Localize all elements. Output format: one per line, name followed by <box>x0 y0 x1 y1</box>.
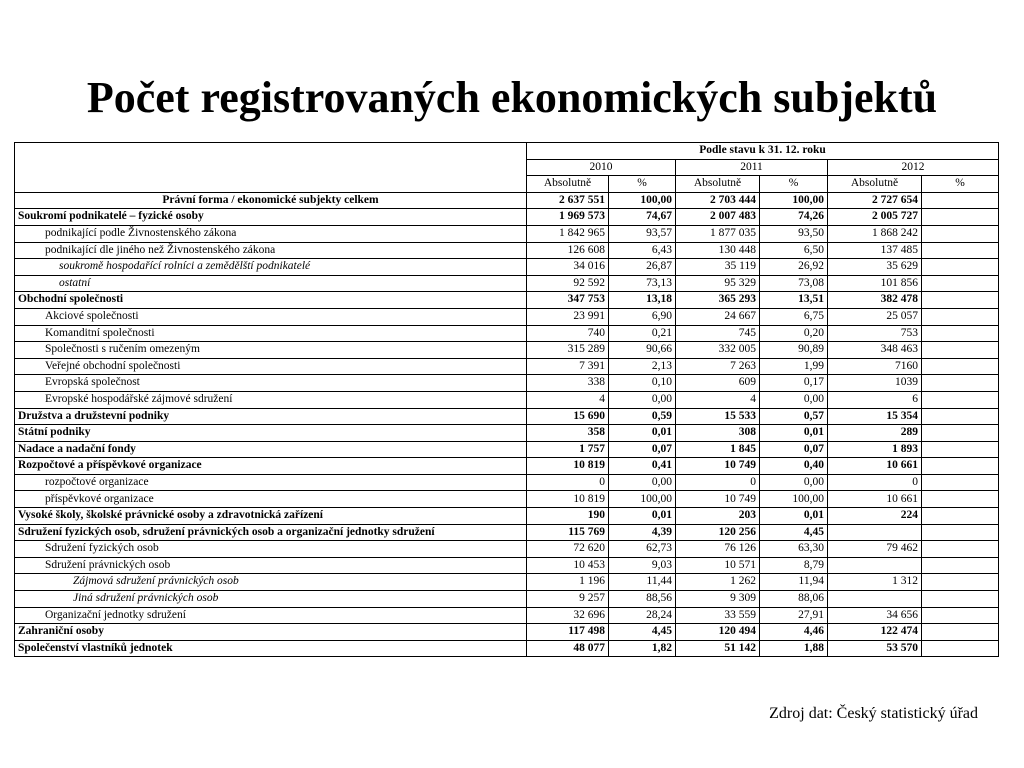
absolute-value-cell: 2 703 444 <box>676 192 760 209</box>
absolute-value-cell: 51 142 <box>676 640 760 657</box>
table-row <box>15 541 999 558</box>
absolute-value-cell: 4 <box>676 391 760 408</box>
percent-value-cell: 0,59 <box>609 408 676 425</box>
percent-value-cell <box>922 308 999 325</box>
table-row <box>15 624 999 641</box>
row-label: podnikající dle jiného než Živnostenského zákona <box>15 242 527 259</box>
absolute-value-cell: 122 474 <box>828 624 922 641</box>
absolute-value-cell: 1 196 <box>527 574 609 591</box>
table-row <box>15 325 999 342</box>
absolute-value-cell: 10 819 <box>527 491 609 508</box>
percent-value-cell: 1,82 <box>609 640 676 657</box>
percent-value-cell: 100,00 <box>760 192 828 209</box>
absolute-value-cell: 10 661 <box>828 458 922 475</box>
percent-value-cell: 2,13 <box>609 358 676 375</box>
percent-value-cell: 1,99 <box>760 358 828 375</box>
absolute-value-cell: 7 263 <box>676 358 760 375</box>
absolute-value-cell: 332 005 <box>676 342 760 359</box>
absolute-value-cell: 126 608 <box>527 242 609 259</box>
percent-value-cell: 0,20 <box>760 325 828 342</box>
percent-value-cell: 90,89 <box>760 342 828 359</box>
absolute-value-cell: 1 877 035 <box>676 225 760 242</box>
percent-value-cell: 63,30 <box>760 541 828 558</box>
percent-value-cell: 0,01 <box>760 508 828 525</box>
percent-value-cell: 0,41 <box>609 458 676 475</box>
percent-value-cell: 0,17 <box>760 375 828 392</box>
percent-value-cell <box>922 225 999 242</box>
table-row <box>15 508 999 525</box>
table-row <box>15 491 999 508</box>
absolute-value-cell: 347 753 <box>527 292 609 309</box>
percent-value-cell: 0,07 <box>609 441 676 458</box>
table-row <box>15 591 999 608</box>
percent-value-cell: 13,51 <box>760 292 828 309</box>
percent-value-cell <box>922 391 999 408</box>
absolute-value-cell: 10 749 <box>676 491 760 508</box>
absolute-value-cell: 0 <box>527 474 609 491</box>
absolute-value-cell: 203 <box>676 508 760 525</box>
absolute-value-cell: 7 391 <box>527 358 609 375</box>
table-row <box>15 524 999 541</box>
absolute-value-cell: 35 629 <box>828 259 922 276</box>
percent-value-cell: 74,67 <box>609 209 676 226</box>
percent-value-cell <box>922 358 999 375</box>
absolute-value-cell: 117 498 <box>527 624 609 641</box>
percent-value-cell: 0,00 <box>760 474 828 491</box>
row-label: Soukromí podnikatelé – fyzické osoby <box>15 209 527 226</box>
percent-value-cell: 74,26 <box>760 209 828 226</box>
absolute-value-cell <box>828 591 922 608</box>
percent-value-cell: 4,45 <box>609 624 676 641</box>
percent-value-cell <box>922 259 999 276</box>
absolute-value-cell <box>828 557 922 574</box>
percent-value-cell: 6,50 <box>760 242 828 259</box>
percent-value-cell: 93,50 <box>760 225 828 242</box>
absolute-value-cell: 76 126 <box>676 541 760 558</box>
absolute-value-cell: 308 <box>676 425 760 442</box>
row-label: Obchodní společnosti <box>15 292 527 309</box>
table-row <box>15 192 999 209</box>
header-row-period <box>15 143 999 160</box>
absolute-value-cell: 1 969 573 <box>527 209 609 226</box>
row-label: Akciové společnosti <box>15 308 527 325</box>
absolute-value-cell: 120 494 <box>676 624 760 641</box>
table-row <box>15 441 999 458</box>
percent-value-cell <box>922 524 999 541</box>
absolute-value-cell: 1 312 <box>828 574 922 591</box>
absolute-value-cell: 101 856 <box>828 275 922 292</box>
absolute-value-cell: 0 <box>828 474 922 491</box>
percent-value-cell <box>922 607 999 624</box>
absolute-value-cell: 120 256 <box>676 524 760 541</box>
percent-value-cell: 0,21 <box>609 325 676 342</box>
table-row <box>15 640 999 657</box>
percent-value-cell: 0,00 <box>760 391 828 408</box>
percent-value-cell: 27,91 <box>760 607 828 624</box>
row-label: Vysoké školy, školské právnické osoby a zdravotnická zařízení <box>15 508 527 525</box>
percent-value-cell: 73,08 <box>760 275 828 292</box>
percent-value-cell: 4,46 <box>760 624 828 641</box>
row-label: rozpočtové organizace <box>15 474 527 491</box>
absolute-value-cell: 745 <box>676 325 760 342</box>
row-label: Družstva a družstevní podniky <box>15 408 527 425</box>
row-label: Evropská společnost <box>15 375 527 392</box>
percent-value-cell <box>922 375 999 392</box>
row-label: Právní forma / ekonomické subjekty celkem <box>15 192 527 209</box>
absolute-value-cell: 338 <box>527 375 609 392</box>
row-label: Společenství vlastníků jednotek <box>15 640 527 657</box>
row-label: ostatní <box>15 275 527 292</box>
percent-value-cell <box>922 541 999 558</box>
absolute-value-cell: 2 007 483 <box>676 209 760 226</box>
percent-value-cell <box>922 591 999 608</box>
absolute-value-cell: 92 592 <box>527 275 609 292</box>
percent-value-cell <box>922 408 999 425</box>
percent-value-cell <box>922 458 999 475</box>
absolute-value-cell: 190 <box>527 508 609 525</box>
percent-value-cell: 4,45 <box>760 524 828 541</box>
absolute-value-cell: 1 842 965 <box>527 225 609 242</box>
absolute-value-cell: 382 478 <box>828 292 922 309</box>
year-header-2011: 2011 <box>676 159 828 176</box>
row-label: podnikající podle Živnostenského zákona <box>15 225 527 242</box>
absolute-value-cell <box>828 524 922 541</box>
percent-value-cell <box>922 508 999 525</box>
row-label: Zájmová sdružení právnických osob <box>15 574 527 591</box>
absolute-value-cell: 24 667 <box>676 308 760 325</box>
subheader-absolute: Absolutně <box>828 176 922 193</box>
percent-value-cell <box>922 425 999 442</box>
absolute-value-cell: 2 727 654 <box>828 192 922 209</box>
table-row <box>15 242 999 259</box>
table-row <box>15 474 999 491</box>
percent-value-cell <box>922 242 999 259</box>
row-label: příspěvkové organizace <box>15 491 527 508</box>
absolute-value-cell: 315 289 <box>527 342 609 359</box>
absolute-value-cell: 34 656 <box>828 607 922 624</box>
absolute-value-cell: 9 309 <box>676 591 760 608</box>
percent-value-cell: 0,01 <box>760 425 828 442</box>
year-header-2012: 2012 <box>828 159 999 176</box>
percent-value-cell: 6,90 <box>609 308 676 325</box>
page-title: Počet registrovaných ekonomických subjektů <box>86 73 938 122</box>
table-row <box>15 358 999 375</box>
percent-value-cell: 0,07 <box>760 441 828 458</box>
header-corner-cell <box>15 143 527 193</box>
row-label: Evropské hospodářské zájmové sdružení <box>15 391 527 408</box>
percent-value-cell: 6,75 <box>760 308 828 325</box>
percent-value-cell: 73,13 <box>609 275 676 292</box>
table-row <box>15 209 999 226</box>
percent-value-cell <box>922 491 999 508</box>
absolute-value-cell: 609 <box>676 375 760 392</box>
table-row <box>15 557 999 574</box>
table-row <box>15 225 999 242</box>
absolute-value-cell: 289 <box>828 425 922 442</box>
table-row <box>15 458 999 475</box>
absolute-value-cell: 1039 <box>828 375 922 392</box>
percent-value-cell: 100,00 <box>609 192 676 209</box>
absolute-value-cell: 740 <box>527 325 609 342</box>
percent-value-cell: 0,00 <box>609 391 676 408</box>
absolute-value-cell: 1 868 242 <box>828 225 922 242</box>
absolute-value-cell: 15 354 <box>828 408 922 425</box>
row-label: Rozpočtové a příspěvkové organizace <box>15 458 527 475</box>
percent-value-cell: 26,92 <box>760 259 828 276</box>
absolute-value-cell: 1 757 <box>527 441 609 458</box>
subheader-percent: % <box>760 176 828 193</box>
percent-value-cell: 8,79 <box>760 557 828 574</box>
percent-value-cell: 1,88 <box>760 640 828 657</box>
percent-value-cell: 26,87 <box>609 259 676 276</box>
percent-value-cell <box>922 292 999 309</box>
percent-value-cell <box>922 209 999 226</box>
row-label: Nadace a nadační fondy <box>15 441 527 458</box>
percent-value-cell <box>922 192 999 209</box>
percent-value-cell <box>922 640 999 657</box>
percent-value-cell: 28,24 <box>609 607 676 624</box>
absolute-value-cell: 53 570 <box>828 640 922 657</box>
percent-value-cell: 11,94 <box>760 574 828 591</box>
percent-value-cell: 6,43 <box>609 242 676 259</box>
absolute-value-cell: 10 749 <box>676 458 760 475</box>
absolute-value-cell: 10 571 <box>676 557 760 574</box>
absolute-value-cell: 9 257 <box>527 591 609 608</box>
subheader-percent: % <box>609 176 676 193</box>
absolute-value-cell: 79 462 <box>828 541 922 558</box>
absolute-value-cell: 130 448 <box>676 242 760 259</box>
absolute-value-cell: 137 485 <box>828 242 922 259</box>
absolute-value-cell: 10 819 <box>527 458 609 475</box>
absolute-value-cell: 15 690 <box>527 408 609 425</box>
absolute-value-cell: 365 293 <box>676 292 760 309</box>
percent-value-cell: 0,01 <box>609 425 676 442</box>
row-label: soukromě hospodařící rolníci a zemědělští podnikatelé <box>15 259 527 276</box>
percent-value-cell: 4,39 <box>609 524 676 541</box>
percent-value-cell: 13,18 <box>609 292 676 309</box>
percent-value-cell: 0,00 <box>609 474 676 491</box>
absolute-value-cell: 348 463 <box>828 342 922 359</box>
percent-value-cell: 0,40 <box>760 458 828 475</box>
absolute-value-cell: 15 533 <box>676 408 760 425</box>
percent-value-cell <box>922 474 999 491</box>
percent-value-cell: 90,66 <box>609 342 676 359</box>
absolute-value-cell: 35 119 <box>676 259 760 276</box>
row-label: Zahraniční osoby <box>15 624 527 641</box>
absolute-value-cell: 1 845 <box>676 441 760 458</box>
percent-value-cell: 0,10 <box>609 375 676 392</box>
absolute-value-cell: 1 893 <box>828 441 922 458</box>
subheader-percent: % <box>922 176 999 193</box>
source-note: Zdroj dat: Český statistický úřad <box>769 705 978 722</box>
absolute-value-cell: 10 661 <box>828 491 922 508</box>
absolute-value-cell: 34 016 <box>527 259 609 276</box>
absolute-value-cell: 72 620 <box>527 541 609 558</box>
percent-value-cell: 0,01 <box>609 508 676 525</box>
table-row <box>15 574 999 591</box>
row-label: Státní podniky <box>15 425 527 442</box>
absolute-value-cell: 95 329 <box>676 275 760 292</box>
table-row <box>15 292 999 309</box>
absolute-value-cell: 25 057 <box>828 308 922 325</box>
table-row <box>15 259 999 276</box>
table-row <box>15 408 999 425</box>
percent-value-cell: 88,06 <box>760 591 828 608</box>
percent-value-cell <box>922 557 999 574</box>
percent-value-cell: 0,57 <box>760 408 828 425</box>
table-row <box>15 425 999 442</box>
percent-value-cell: 100,00 <box>609 491 676 508</box>
absolute-value-cell: 2 005 727 <box>828 209 922 226</box>
table-row <box>15 607 999 624</box>
absolute-value-cell: 7160 <box>828 358 922 375</box>
row-label: Společnosti s ručením omezeným <box>15 342 527 359</box>
absolute-value-cell: 33 559 <box>676 607 760 624</box>
absolute-value-cell: 6 <box>828 391 922 408</box>
percent-value-cell <box>922 325 999 342</box>
percent-value-cell <box>922 342 999 359</box>
table-row <box>15 375 999 392</box>
absolute-value-cell: 4 <box>527 391 609 408</box>
absolute-value-cell: 10 453 <box>527 557 609 574</box>
percent-value-cell <box>922 574 999 591</box>
table-row <box>15 275 999 292</box>
row-label: Veřejné obchodní společnosti <box>15 358 527 375</box>
absolute-value-cell: 115 769 <box>527 524 609 541</box>
subheader-absolute: Absolutně <box>527 176 609 193</box>
percent-value-cell: 93,57 <box>609 225 676 242</box>
absolute-value-cell: 1 262 <box>676 574 760 591</box>
percent-value-cell: 88,56 <box>609 591 676 608</box>
absolute-value-cell: 48 077 <box>527 640 609 657</box>
percent-value-cell: 100,00 <box>760 491 828 508</box>
table-row <box>15 308 999 325</box>
row-label: Sdružení fyzických osob, sdružení právnických osob a organizační jednotky sdružení <box>15 524 527 541</box>
statistics-table <box>14 142 999 657</box>
table-row <box>15 342 999 359</box>
percent-value-cell <box>922 624 999 641</box>
absolute-value-cell: 753 <box>828 325 922 342</box>
absolute-value-cell: 2 637 551 <box>527 192 609 209</box>
table-row <box>15 391 999 408</box>
percent-value-cell: 11,44 <box>609 574 676 591</box>
row-label: Komanditní společnosti <box>15 325 527 342</box>
percent-value-cell <box>922 275 999 292</box>
absolute-value-cell: 358 <box>527 425 609 442</box>
percent-value-cell <box>922 441 999 458</box>
period-header: Podle stavu k 31. 12. roku <box>527 143 999 160</box>
row-label: Jiná sdružení právnických osob <box>15 591 527 608</box>
percent-value-cell: 9,03 <box>609 557 676 574</box>
absolute-value-cell: 32 696 <box>527 607 609 624</box>
absolute-value-cell: 0 <box>676 474 760 491</box>
percent-value-cell: 62,73 <box>609 541 676 558</box>
row-label: Organizační jednotky sdružení <box>15 607 527 624</box>
absolute-value-cell: 23 991 <box>527 308 609 325</box>
subheader-absolute: Absolutně <box>676 176 760 193</box>
row-label: Sdružení fyzických osob <box>15 541 527 558</box>
year-header-2010: 2010 <box>527 159 676 176</box>
row-label: Sdružení právnických osob <box>15 557 527 574</box>
absolute-value-cell: 224 <box>828 508 922 525</box>
